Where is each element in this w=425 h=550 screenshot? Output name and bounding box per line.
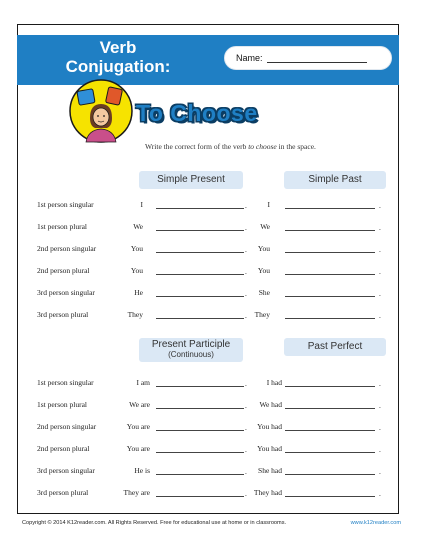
pronoun-left: You are: [126, 444, 150, 453]
answer-blank-right[interactable]: [285, 474, 375, 475]
pronoun-right: You: [257, 266, 270, 275]
period-mark: .: [245, 201, 247, 210]
period-mark: .: [379, 223, 381, 232]
period-mark: .: [379, 311, 381, 320]
person-label: 1st person plural: [37, 400, 87, 409]
answer-blank-left[interactable]: [156, 274, 244, 275]
pronoun-right: We: [260, 222, 270, 231]
answer-blank-right[interactable]: [285, 208, 375, 209]
answer-blank-right[interactable]: [285, 430, 375, 431]
pronoun-left: You: [130, 244, 143, 253]
page-heading: To Choose: [136, 100, 258, 126]
name-field[interactable]: [224, 46, 392, 70]
period-mark: .: [379, 445, 381, 454]
pronoun-right: She had: [258, 466, 282, 475]
present-participle-header: Present Participle (Continuous): [139, 338, 243, 362]
instructions: Write the correct form of the verb to choose in the space.: [145, 142, 316, 151]
period-mark: .: [379, 379, 381, 388]
answer-blank-left[interactable]: [156, 230, 244, 231]
answer-blank-left[interactable]: [156, 296, 244, 297]
answer-blank-right[interactable]: [285, 318, 375, 319]
person-label: 3rd person plural: [37, 310, 89, 319]
period-mark: .: [245, 423, 247, 432]
student-reading-icon: [68, 78, 134, 144]
answer-blank-right[interactable]: [285, 408, 375, 409]
period-mark: .: [379, 267, 381, 276]
period-mark: .: [245, 223, 247, 232]
table-row: [0, 400, 425, 412]
period-mark: .: [245, 267, 247, 276]
past-perfect-header: Past Perfect: [284, 338, 386, 356]
answer-blank-left[interactable]: [156, 452, 244, 453]
pronoun-left: You: [130, 266, 143, 275]
person-label: 2nd person singular: [37, 422, 97, 431]
period-mark: .: [245, 289, 247, 298]
answer-blank-left[interactable]: [156, 208, 244, 209]
simple-past-header: Simple Past: [284, 171, 386, 189]
simple-present-header: Simple Present: [139, 171, 243, 189]
table-row: [0, 288, 425, 300]
pronoun-left: They: [127, 310, 143, 319]
answer-blank-right[interactable]: [285, 452, 375, 453]
table-row: [0, 266, 425, 278]
pronoun-left: You are: [126, 422, 150, 431]
answer-blank-right[interactable]: [285, 296, 375, 297]
pronoun-left: I: [140, 200, 143, 209]
name-line[interactable]: [267, 53, 367, 63]
answer-blank-right[interactable]: [285, 230, 375, 231]
answer-blank-left[interactable]: [156, 474, 244, 475]
period-mark: .: [379, 245, 381, 254]
period-mark: .: [245, 379, 247, 388]
answer-blank-right[interactable]: [285, 252, 375, 253]
answer-blank-left[interactable]: [156, 430, 244, 431]
pronoun-left: They are: [123, 488, 150, 497]
period-mark: .: [379, 289, 381, 298]
table-row: [0, 422, 425, 434]
worksheet-title: [38, 38, 198, 76]
answer-blank-right[interactable]: [285, 386, 375, 387]
table-row: [0, 466, 425, 478]
answer-blank-left[interactable]: [156, 386, 244, 387]
period-mark: .: [379, 489, 381, 498]
period-mark: .: [245, 311, 247, 320]
pronoun-right: They: [254, 310, 270, 319]
pronoun-right: We had: [259, 400, 282, 409]
period-mark: .: [245, 445, 247, 454]
period-mark: .: [379, 467, 381, 476]
period-mark: .: [379, 401, 381, 410]
period-mark: .: [245, 245, 247, 254]
pronoun-right: They had: [253, 488, 282, 497]
period-mark: .: [245, 467, 247, 476]
pronoun-right: I had: [266, 378, 282, 387]
table-row: [0, 222, 425, 234]
answer-blank-left[interactable]: [156, 408, 244, 409]
person-label: 1st person singular: [37, 200, 94, 209]
table-row: [0, 488, 425, 500]
title-line-2: Conjugation:: [65, 57, 171, 76]
person-label: 2nd person plural: [37, 444, 90, 453]
table-row: [0, 444, 425, 456]
person-label: 3rd person plural: [37, 488, 89, 497]
pronoun-right: I: [267, 200, 270, 209]
person-label: 3rd person singular: [37, 466, 95, 475]
period-mark: .: [379, 423, 381, 432]
person-label: 3rd person singular: [37, 288, 95, 297]
period-mark: .: [245, 489, 247, 498]
title-line-1: Verb: [99, 38, 137, 57]
copyright-text: Copyright © 2014 K12reader.com. All Rights Reserved. Free for educational use at home or in classrooms.: [22, 520, 287, 526]
period-mark: .: [379, 201, 381, 210]
answer-blank-right[interactable]: [285, 496, 375, 497]
period-mark: .: [245, 401, 247, 410]
person-label: 2nd person plural: [37, 266, 90, 275]
answer-blank-left[interactable]: [156, 318, 244, 319]
table-row: [0, 244, 425, 256]
pronoun-left: We are: [129, 400, 150, 409]
answer-blank-left[interactable]: [156, 496, 244, 497]
pronoun-right: You had: [257, 444, 282, 453]
pronoun-left: We: [133, 222, 143, 231]
answer-blank-left[interactable]: [156, 252, 244, 253]
site-link[interactable]: www.k12reader.com: [350, 520, 401, 526]
table-row: [0, 378, 425, 390]
answer-blank-right[interactable]: [285, 274, 375, 275]
table-row: [0, 310, 425, 322]
pronoun-right: You: [257, 244, 270, 253]
person-label: 1st person singular: [37, 378, 94, 387]
pronoun-left: He: [134, 288, 143, 297]
pronoun-left: I am: [136, 378, 150, 387]
name-label: Name:: [236, 53, 263, 63]
pronoun-left: He is: [134, 466, 150, 475]
person-label: 2nd person singular: [37, 244, 97, 253]
pronoun-right: She: [258, 288, 270, 297]
pronoun-right: You had: [257, 422, 282, 431]
person-label: 1st person plural: [37, 222, 87, 231]
table-row: [0, 200, 425, 212]
